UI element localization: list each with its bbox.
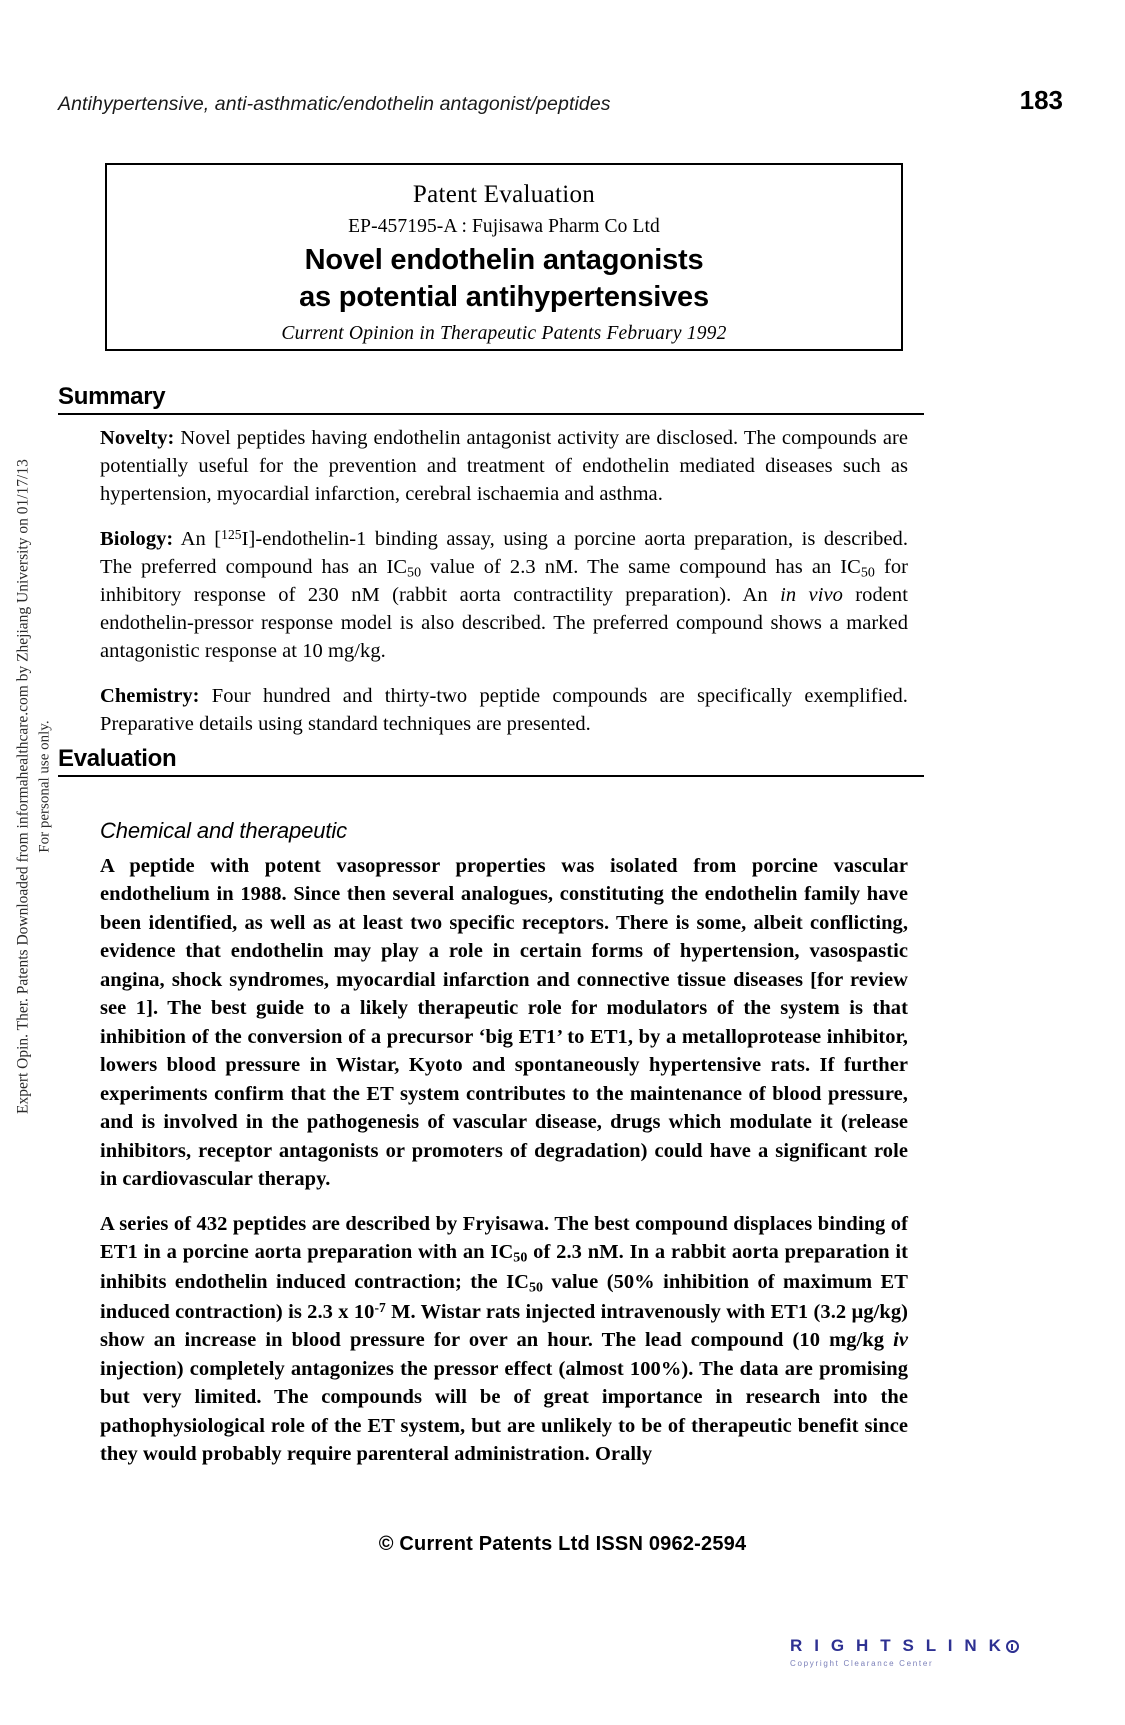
biology-text-4: for inhibitory response of 230 nM (rabbit aorta contractility preparation). An <box>100 555 908 607</box>
in-vivo-italic: in vivo <box>780 584 843 607</box>
novelty-label: Novelty: <box>100 427 175 449</box>
eval2-text-2: of 2.3 nM. In a rabbit aorta preparation it inhibits endothelin induced contraction; the IC <box>100 1241 908 1294</box>
evaluation-heading-rule <box>58 775 924 777</box>
journal-citation: Current Opinion in Therapeutic Patents February 1992 <box>281 322 727 344</box>
evaluation-heading-label: Evaluation <box>58 745 177 772</box>
biology-text-1: An [ <box>173 527 222 550</box>
chemistry-text: Four hundred and thirty-two peptide compounds are specifically exemplified. Preparative details using standard techniques are presented. <box>100 685 908 736</box>
rightslink-letters: R I G H T S L I N K <box>790 1636 1005 1655</box>
rightslink-wordmark <box>790 1636 1020 1656</box>
section-heading-summary <box>58 383 924 415</box>
page-number: 183 <box>1019 85 1063 115</box>
novelty-text: Novel peptides having endothelin antagonist activity are disclosed. The compounds are potentially useful for the prevention and treatment of endothelin mediated diseases such as hypertension, myocardial infarction, cerebral ischaemia and asthma. <box>100 427 908 505</box>
footer-copyright: © Current Patents Ltd ISSN 0962-2594 <box>378 1533 747 1555</box>
ic50-subscript-1: 50 <box>407 565 422 581</box>
evaluation-paragraph-1: A peptide with potent vasopressor properties was isolated from porcine vascular endothelium in 1988. Since then several analogues, constituting the endothelin family have been identified, as well as at least two specific receptors. There is some, albeit conflicting, evidence that endothelin may play a role in certain forms of hypertension, vasospastic angina, shock syndromes, myocardial infarction and connective tissue diseases [for review see 1]. The best guide to a likely therapeutic role for modulators of the system is that inhibition of the conversion of a precursor ‘big ET1’ to ET1, by a metalloprotease inhibitor, lowers blood pressure in Wistar, Kyoto and spontaneously hypertensive rats. If further experiments confirm that the ET system contributes to the maintenance of blood pressure, and is involved in the pathogenesis of vascular disease, drugs which modulate it (release inhibitors, receptor antagonists or promoters of degradation) could have a significant role in cardiovascular therapy. <box>100 855 908 1191</box>
download-attribution-line-1: Expert Opin. Ther. Patents Downloaded from informahealthcare.com by Zhejiang University on 01/17/13 <box>14 459 32 1115</box>
eval2-text-5: injection) completely antagonizes the pressor effect (almost 100%). The data are promising but very limited. The compounds will be of great importance in research into the pathophysiological role of the ET system, but are unlikely to be of therapeutic benefit since they would probably require parenteral administration. Orally <box>100 1357 908 1466</box>
summary-heading-rule <box>58 413 924 415</box>
eval2-text-4: M. Wistar rats injected intravenously with ET1 (3.2 µg/kg) show an increase in blood pressure for over an hour. The lead compound (10 mg/kg <box>100 1300 909 1352</box>
eval2-text-3: value (50% inhibition of maximum ET induced contraction) is 2.3 x 10 <box>100 1271 908 1323</box>
chemistry-paragraph <box>100 683 908 739</box>
iodine-125-superscript: 125 <box>221 526 242 542</box>
running-head: Antihypertensive, anti-asthmatic/endothelin antagonist/peptides <box>58 93 611 115</box>
download-attribution-line-2: For personal use only. <box>36 720 53 853</box>
subheading-chemical-and-therapeutic: Chemical and therapeutic <box>100 818 348 843</box>
eval2-text-1: A series of 432 peptides are described by Fryisawa. The best compound displaces binding of ET1 in a porcine aorta preparation with an IC <box>100 1212 908 1264</box>
patent-evaluation-kicker: Patent Evaluation <box>412 181 596 208</box>
iv-italic: iv <box>893 1329 908 1352</box>
patent-evaluation-box <box>105 163 903 351</box>
biology-text-3: value of 2.3 nM. The same compound has an IC <box>421 555 861 578</box>
download-attribution-sidebar <box>13 407 54 1167</box>
summary-body <box>100 425 908 739</box>
biology-label: Biology: <box>100 527 174 550</box>
novelty-paragraph <box>100 425 908 509</box>
biology-text-2: I]-endothelin-1 binding assay, using a porcine aorta preparation, is described. The preferred compound has an IC <box>100 527 909 578</box>
exponent-minus-seven: -7 <box>374 1299 386 1315</box>
article-title <box>107 242 901 317</box>
article-title-line-1: Novel endothelin antagonists <box>304 244 704 276</box>
patent-number-assignee: EP-457195-A : Fujisawa Pharm Co Ltd <box>348 216 660 237</box>
evaluation-paragraph-2 <box>100 1210 908 1469</box>
section-heading-evaluation <box>58 745 924 777</box>
biology-text-5: rodent endothelin-pressor response model is also described. The preferred compound shows a marked antagonistic response at 10 mg/kg. <box>100 584 908 663</box>
evaluation-body <box>100 852 908 1485</box>
rightslink-logo[interactable] <box>790 1636 1020 1668</box>
summary-heading-label: Summary <box>58 383 166 410</box>
biology-paragraph <box>100 526 908 666</box>
ic50-subscript-3: 50 <box>513 1250 528 1266</box>
rightslink-arrow-icon <box>1006 1640 1019 1653</box>
article-title-line-2: as potential antihypertensives <box>299 281 709 314</box>
ic50-subscript-4: 50 <box>528 1280 544 1296</box>
rightslink-subtitle: Copyright Clearance Center <box>790 1659 934 1668</box>
ic50-subscript-2: 50 <box>860 565 875 581</box>
chemistry-label: Chemistry: <box>100 685 200 708</box>
